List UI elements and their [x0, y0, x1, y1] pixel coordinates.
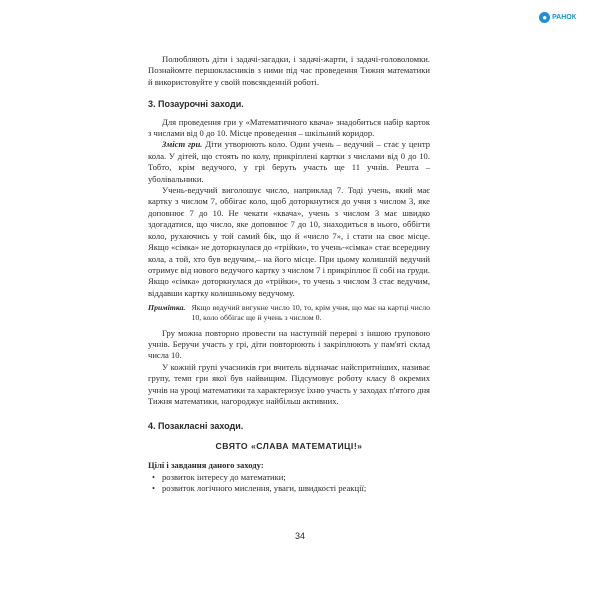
logo-text: РАНОК [552, 14, 576, 21]
section-3-paragraph-1: Для проведення гри у «Математичного квача» знадобиться набір карток з числами від 0 до 10. Місце проведення – шкільний коридор. [148, 116, 430, 139]
event-title: СВЯТО «СЛАВА МАТЕМАТИЦІ!» [215, 440, 363, 451]
game-content-lead: Зміст гри. [162, 139, 203, 150]
publisher-logo [539, 12, 576, 23]
page-content [148, 54, 430, 494]
section-4-heading: 4. Позакласні заходи. [148, 421, 244, 432]
page-number: 34 [294, 531, 305, 541]
note-block [148, 303, 430, 323]
list-item: • розвиток інтересу до математики; [148, 472, 430, 483]
note-text: Якщо ведучий вигукне число 10, то, крім учня, що має на картці число 10, коло оббігає ще й учень з числом 0. [191, 303, 430, 323]
goals-list [148, 472, 430, 495]
logo-mark-icon: ● [539, 12, 550, 23]
section-3-paragraph-4: Гру можна повторно провести на наступній перерві з іншою груповою учнів. Беручи участь у грі, діти повторюють і закріплюють у пам'яті склад числа 10. [148, 327, 430, 361]
list-item: • розвиток логічного мислення, уваги, швидкості реакції; [148, 483, 430, 494]
game-content-text: Діти утворюють коло. Один учень – ведучий – стає у центр кола. У дітей, що стоять по колу, прикріплені картки з числами від 0 до 10. Тобто, крім ведучого, у грі беруть участь ще 11 учнів. Решта – уболівальники. [148, 139, 430, 184]
note-label: Примітка. [148, 303, 186, 313]
goals-title: Цілі і завдання даного заходу: [148, 460, 264, 471]
section-3-paragraph-5: У кожній групі учасників гри вчитель відзначає найспритніших, називає групу, темп гри якої був найвищим. Підсумовує роботу класу 8 окремих учнів на уроці математики та характеризує їхню участь у заходах п'ятого дня Тижня математики, нагороджує найбільш активних. [148, 361, 430, 406]
section-3-paragraph-3: Учень-ведучий виголошує число, наприклад 7. Тоді учень, який має картку з числом 7, оббігає коло, щоб доторкнутися до учня з числом 3, яке доповнює 7 до 10. Не чекати «квача», учень з числом 3 має швидко здогадатися, що число, яке доповнює 7 до 10, знаходиться в нього, оббігти коло, рухаючись у той самий бік, що й «число 7», і стати на своє місце. Якщо «сімка» не доторкнулася до «трійки», то учень-«сімка» стає всередину кола, а той, хто був ведучим,– на його місце. При цьому колишній ведучий отримує від нового ведучого картку з числом 7 і прикріплює її собі на груди. Якщо «сімка» доторкнулася до «трійки», то учень з числом 3 стає ведучим, віддавши картку колишньому ведучому. [148, 185, 430, 298]
section-3-heading: 3. Позаурочні заходи. [148, 99, 244, 110]
section-3-paragraph-2 [148, 139, 430, 185]
intro-paragraph: Полюбляють діти і задачі-загадки, і задачі-жарти, і задачі-головоломки. Познайомте першокласників з ними під час проведення Тижня математики й використовуйте у своїй повсякденній роботі. [148, 54, 430, 87]
